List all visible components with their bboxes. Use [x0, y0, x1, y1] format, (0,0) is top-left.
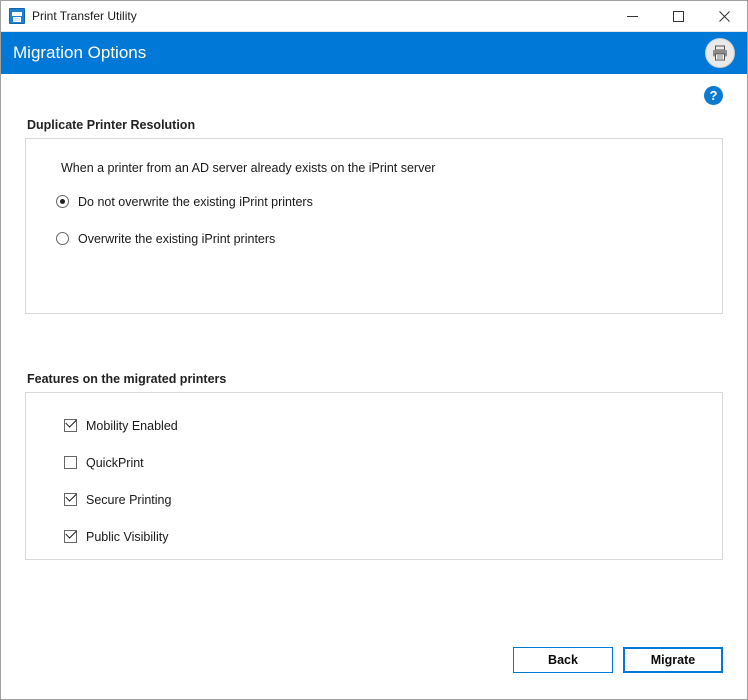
- dialog-body: [1, 74, 747, 635]
- checkbox-icon[interactable]: [64, 493, 77, 506]
- migrate-button[interactable]: Migrate: [623, 647, 723, 673]
- minimize-button[interactable]: [609, 2, 655, 31]
- close-icon: [719, 11, 730, 22]
- title-bar: [1, 1, 747, 32]
- printer-app-icon: [9, 8, 25, 24]
- radio-do-not-overwrite[interactable]: [56, 191, 692, 212]
- radio-button-icon[interactable]: [56, 232, 69, 245]
- checkbox-icon[interactable]: [64, 419, 77, 432]
- radio-overwrite[interactable]: [56, 228, 692, 249]
- checkbox-icon[interactable]: [64, 456, 77, 469]
- radio-do-not-overwrite-label: Do not overwrite the existing iPrint printers: [78, 194, 313, 209]
- checkbox-icon[interactable]: [64, 530, 77, 543]
- checkbox-quickprint-label: QuickPrint: [86, 455, 144, 470]
- checkbox-secure-printing[interactable]: [64, 489, 692, 510]
- page-header: [1, 32, 747, 74]
- features-section-label: Features on the migrated printers: [27, 372, 227, 386]
- checkbox-public-visibility[interactable]: [64, 526, 692, 547]
- window-title: Print Transfer Utility: [32, 9, 137, 23]
- maximize-button[interactable]: [655, 2, 701, 31]
- duplicate-section-description: When a printer from an AD server already exists on the iPrint server: [61, 161, 436, 175]
- radio-button-icon[interactable]: [56, 195, 69, 208]
- radio-overwrite-label: Overwrite the existing iPrint printers: [78, 231, 276, 246]
- help-icon[interactable]: ?: [704, 86, 723, 105]
- features-section-panel: [25, 392, 723, 560]
- printer-icon: [705, 38, 735, 68]
- minimize-icon: [627, 11, 638, 22]
- checkbox-quickprint[interactable]: [64, 452, 692, 473]
- back-button[interactable]: Back: [513, 647, 613, 673]
- checkbox-mobility-enabled[interactable]: [64, 415, 692, 436]
- page-title: Migration Options: [13, 43, 147, 62]
- footer-actions: [1, 635, 747, 699]
- checkbox-public-visibility-label: Public Visibility: [86, 529, 169, 544]
- checkbox-mobility-enabled-label: Mobility Enabled: [86, 418, 178, 433]
- duplicate-section-panel: [25, 138, 723, 314]
- close-button[interactable]: [701, 2, 747, 31]
- checkbox-secure-printing-label: Secure Printing: [86, 492, 172, 507]
- maximize-icon: [673, 11, 684, 22]
- help-row: [25, 74, 723, 110]
- duplicate-section-label: Duplicate Printer Resolution: [27, 118, 196, 132]
